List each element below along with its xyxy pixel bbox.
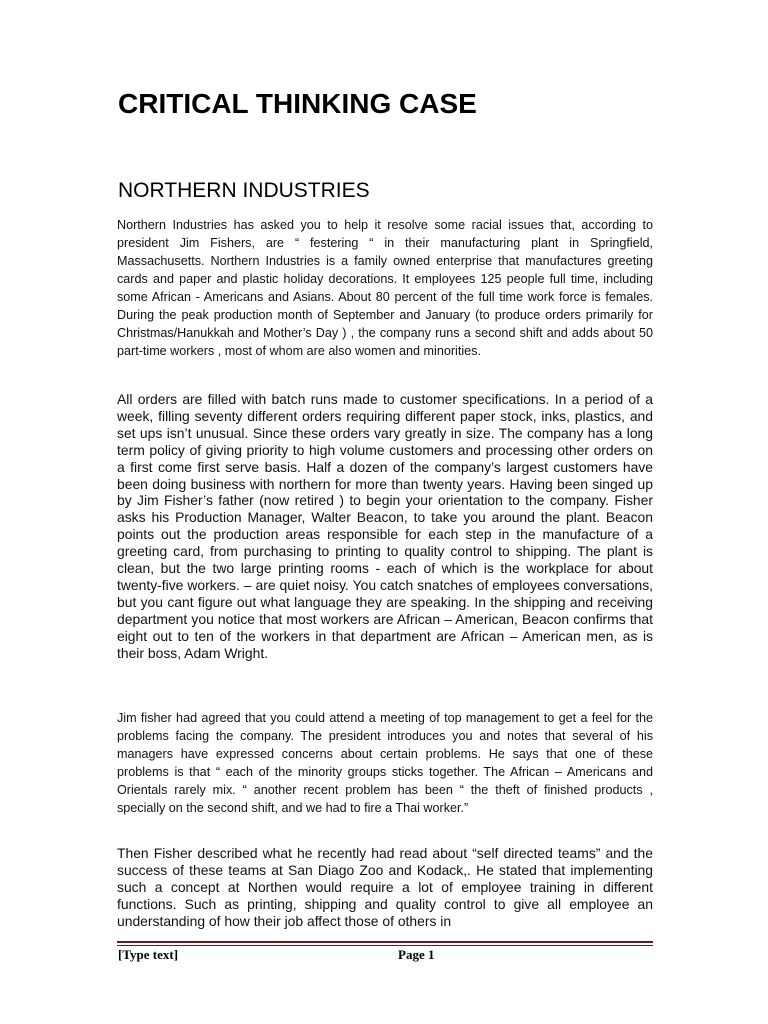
- paragraph-3: Jim fisher had agreed that you could attend a meeting of top management to get a feel for the problems facing the company. The president introduces you and notes that several of his managers have expressed concerns about certain problems. He says that one of these problems is that “ each of the minority groups sticks together. The African – Americans and Orientals rarely mix. “ another recent problem has been “ the theft of finished products , specially on the second shift, and we had to fire a Thai worker.”: [117, 711, 653, 815]
- paragraph-2: All orders are filled with batch runs made to customer specifications. In a period of a week, filling seventy different orders requiring different paper stock, inks, plastics, and set ups isn’t unusual. Since these orders vary greatly in size. The company has a long term policy of giving priority to high volume customers and processing other orders on a first come first serve basis. Half a dozen of the company’s largest customers have been doing business with northern for more than twenty years. Having been singed up by Jim Fisher’s father (now retired ) to begin your orientation to the company. Fisher asks his Production Manager, Walter Beacon, to take you around the plant. Beacon points out the production areas responsible for each step in the manufacture of a greeting card, from purchasing to printing to quality control to shipping. The plant is clean, but the two large printing rooms - each of which is the workplace for about twenty-five workers. – are quiet noisy. You catch snatches of employees conversations, but you cant figure out what language they are speaking. In the shipping and receiving department you notice that most workers are African – American, Beacon confirms that eight out to ten of the workers in that department are African – American men, as is their boss, Adam Wright.: [117, 391, 653, 661]
- paragraph-4: Then Fisher described what he recently had read about “self directed teams” and the success of these teams at San Diago Zoo and Kodack,. He stated that implementing such a concept at Northen would require a lot of employee training in different functions. Such as printing, shipping and quality control to give all employee an understanding of how their job affect those of others in: [117, 845, 653, 929]
- footer-page-number: Page 1: [398, 947, 435, 962]
- footer-type-text: [Type text]: [118, 947, 179, 962]
- footer-divider-thick: [117, 941, 653, 943]
- paragraph-1: Northern Industries has asked you to help it resolve some racial issues that, according to president Jim Fishers, are “ festering “ in their manufacturing plant in Springfield, Massachusetts. Northern Industries is a family owned enterprise that manufactures greeting cards and paper and plastic holiday decorations. It employees 125 people full time, including some African - Americans and Asians. About 80 percent of the full time work force is females. During the peak production month of September and January (to produce orders primarily for Christmas/Hanukkah and Mother’s Day ) , the company runs a second shift and adds about 50 part-time workers , most of whom are also women and minorities.: [117, 218, 653, 358]
- page-title: CRITICAL THINKING CASE: [118, 88, 477, 119]
- section-heading: NORTHERN INDUSTRIES: [118, 179, 370, 202]
- footer-divider-thin: [117, 945, 653, 946]
